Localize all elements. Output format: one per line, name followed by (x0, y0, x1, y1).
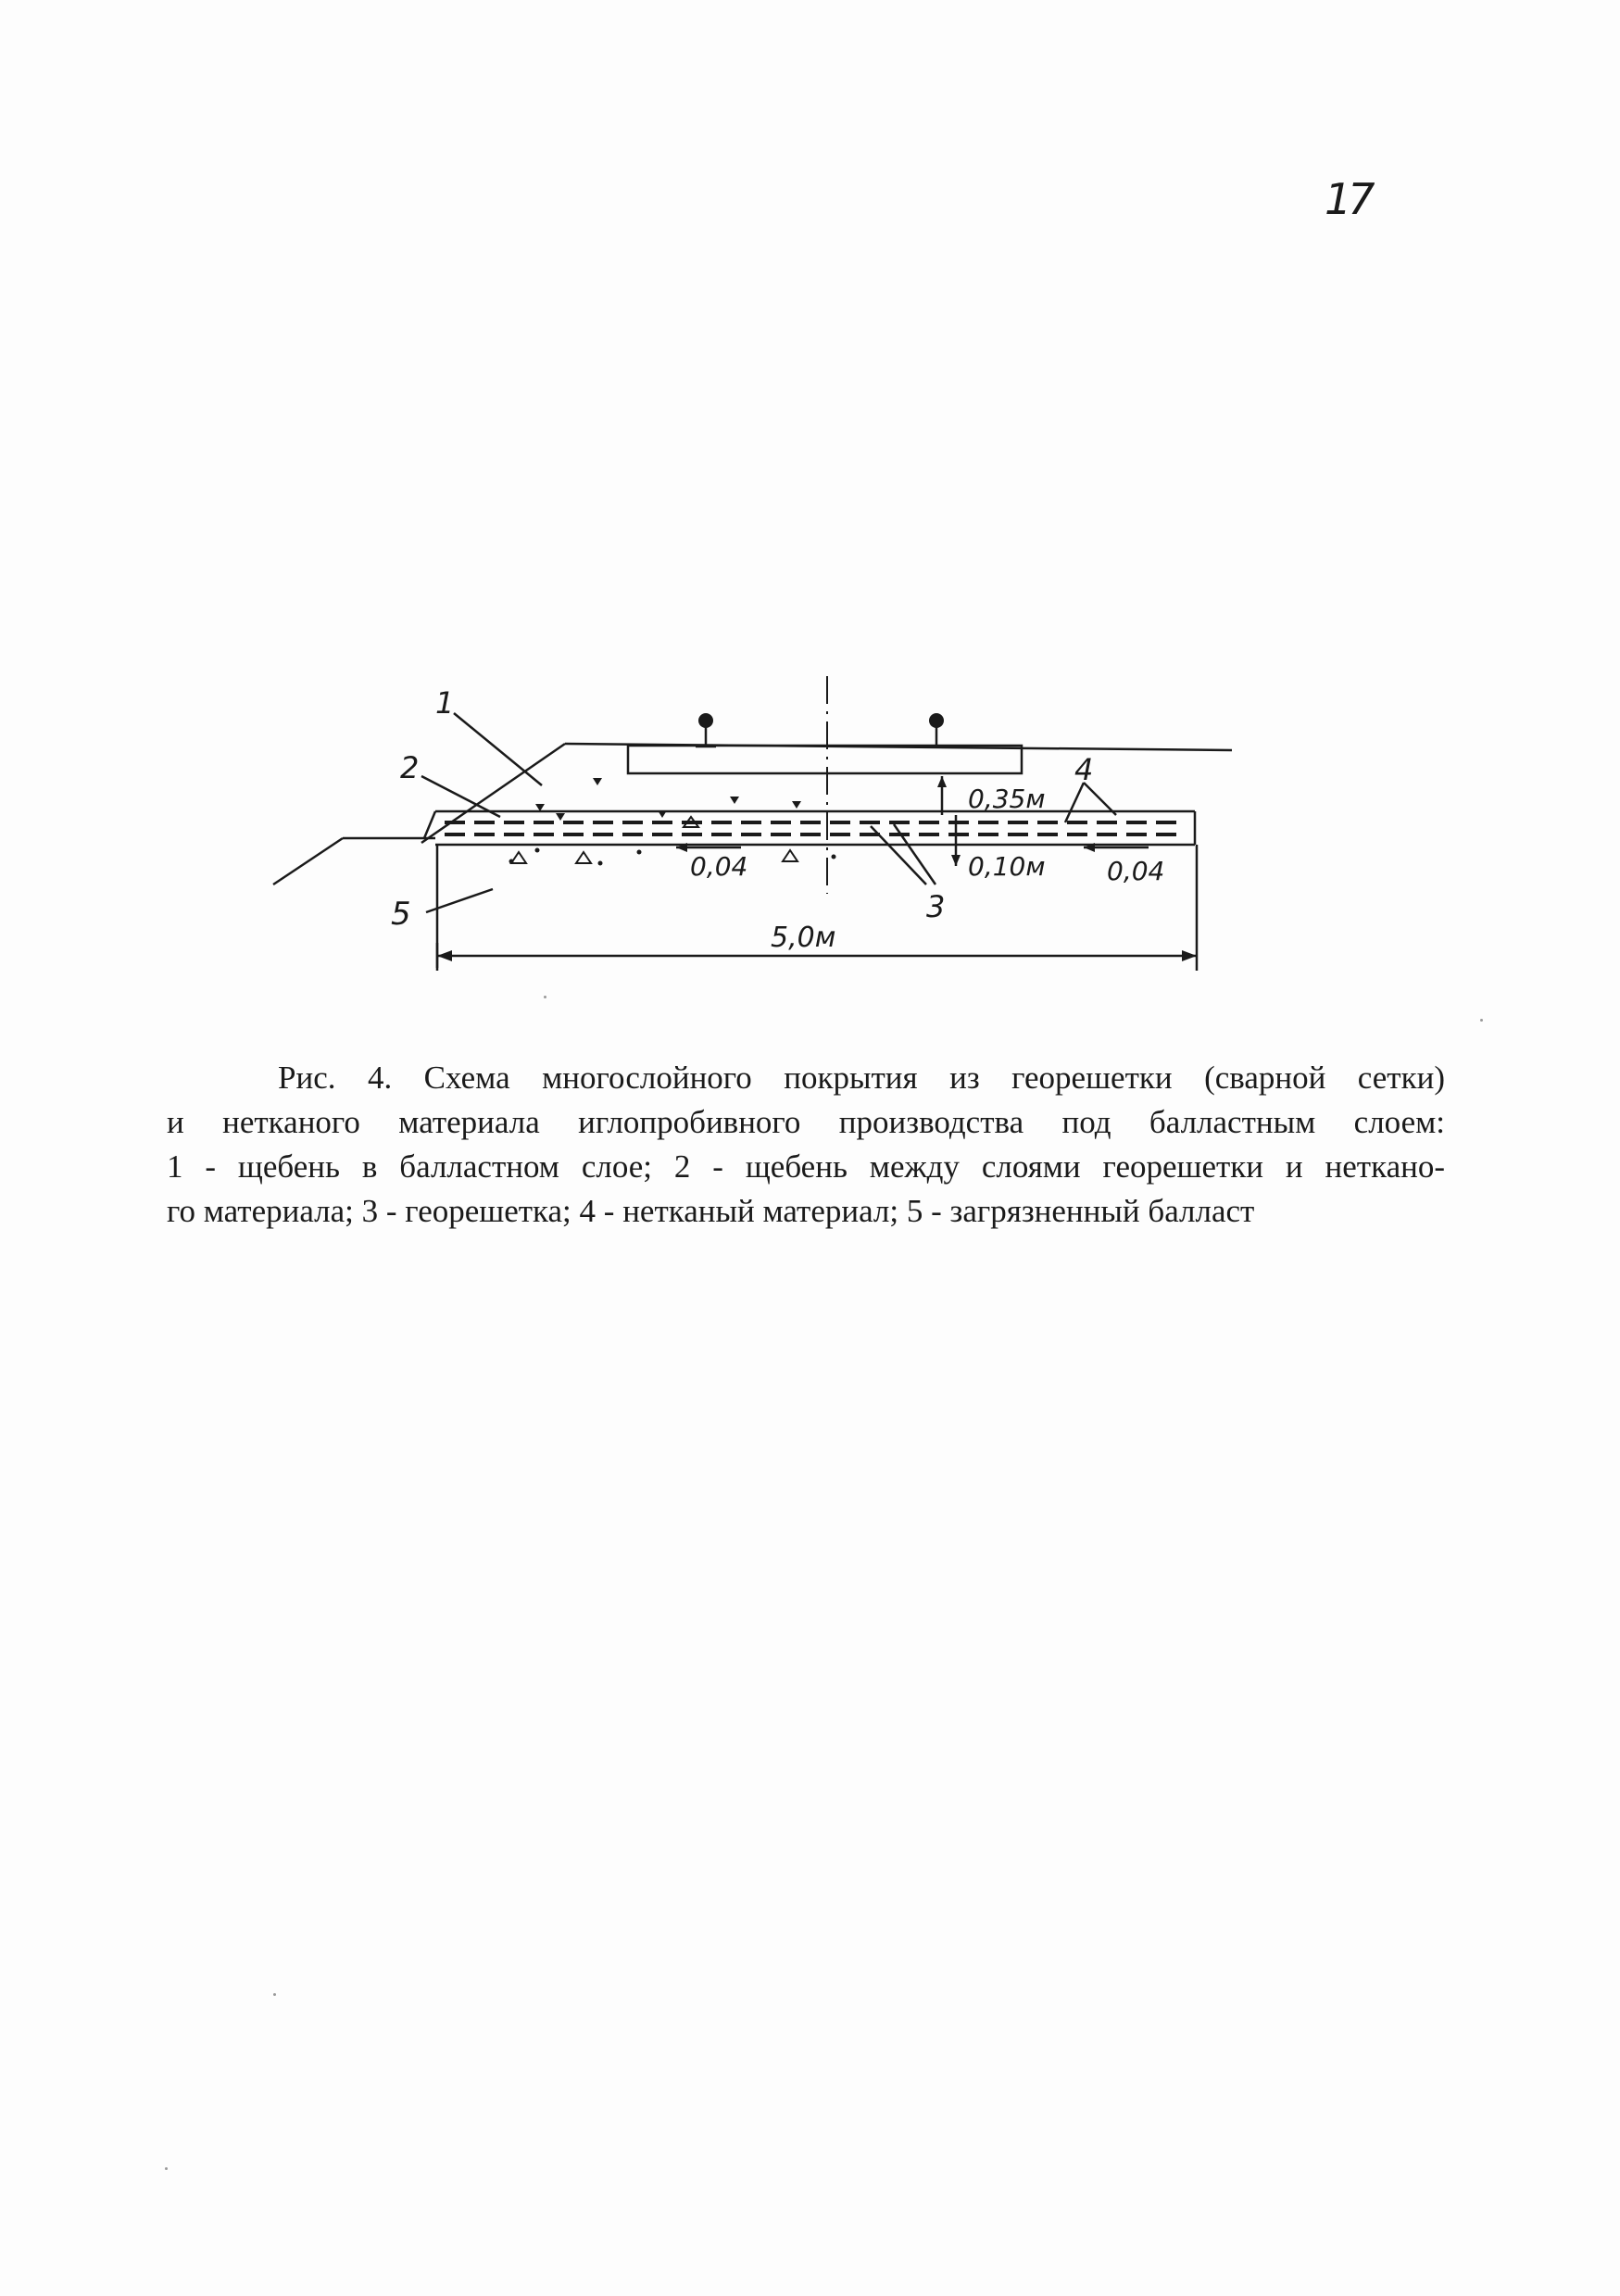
rail-right-head (929, 713, 944, 728)
arrowhead-50-left (437, 950, 452, 961)
sleeper (628, 746, 1022, 773)
ballast-stone (792, 801, 801, 809)
rail-left-head (698, 713, 713, 728)
caption-line-3: 1 - щебень в балластном слое; 2 - щебень между слоями георешетки и неткано- (167, 1148, 1445, 1185)
caption-line-4: го материала; 3 - георешетка; 4 - нетканый материал; 5 - загрязненный балласт (167, 1193, 1255, 1229)
dim-50-label: 5,0м (771, 922, 836, 954)
page-number: 17 (1325, 174, 1372, 224)
ballast-stone (556, 813, 565, 821)
label-5: 5 (391, 896, 411, 933)
scan-speck (544, 996, 546, 998)
fouled-particle (832, 855, 836, 859)
arrowhead-50-right (1182, 950, 1197, 961)
dim-004-left-label: 0,04 (690, 851, 748, 882)
label-3: 3 (926, 889, 946, 924)
dim-010-label: 0,10м (968, 851, 1046, 882)
leader-1 (454, 713, 542, 785)
arrowhead-035-top (937, 776, 947, 787)
ballast-stone (658, 810, 667, 818)
ground-slope-left (273, 838, 343, 885)
figure-4-diagram (0, 0, 1620, 1065)
fouled-particle (637, 850, 642, 855)
scan-speck (165, 2167, 168, 2170)
ballast-stone (593, 778, 602, 785)
label-2: 2 (400, 750, 420, 785)
fouled-stone (511, 852, 526, 863)
ballast-slope (421, 744, 565, 843)
fouled-particle (535, 848, 540, 853)
ballast-stone (730, 797, 739, 804)
scan-speck (1480, 1019, 1483, 1022)
arrowhead-010-bottom (951, 855, 961, 866)
fouled-stone (783, 850, 797, 861)
caption-line-2: и нетканого материала иглопробивного производства под балластным слоем: (167, 1104, 1445, 1140)
figure-caption (167, 1056, 1445, 1234)
fouled-particle (598, 861, 603, 866)
figure-svg (0, 0, 1620, 1065)
label-4: 4 (1074, 752, 1094, 787)
dim-004-right-label: 0,04 (1107, 856, 1165, 886)
leader-4a (1065, 783, 1084, 822)
dim-035-label: 0,35м (968, 784, 1046, 814)
fouled-stone (576, 852, 591, 863)
scan-speck (273, 1993, 276, 1996)
caption-line-1: Рис. 4. Схема многослойного покрытия из георешетки (сварной сетки) (278, 1060, 1445, 1096)
label-1: 1 (435, 685, 455, 721)
